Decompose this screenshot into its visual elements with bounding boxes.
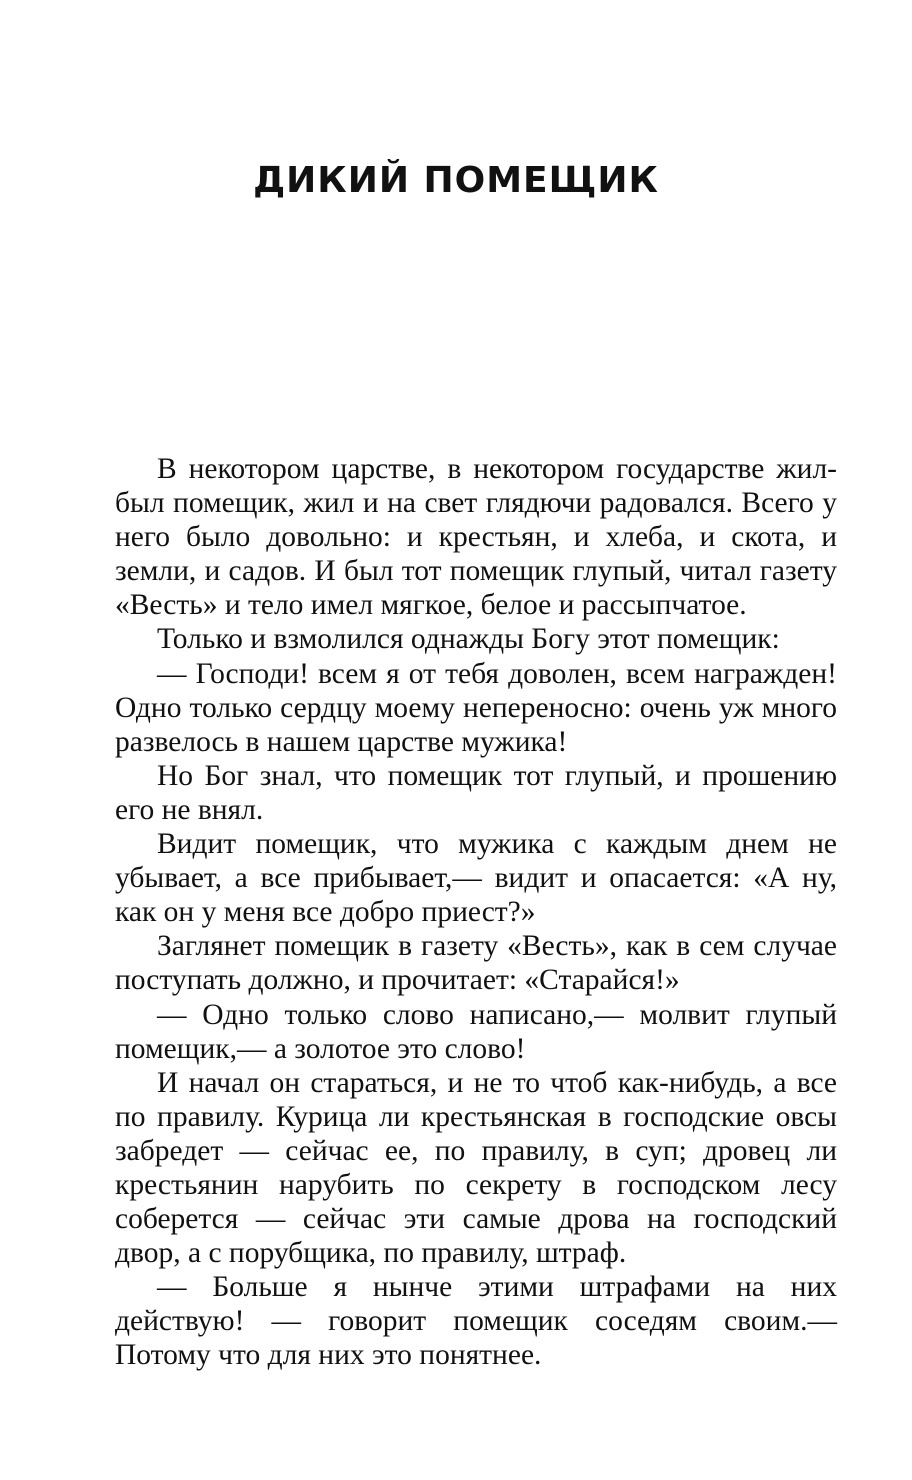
chapter-body xyxy=(115,452,837,1373)
paragraph: И начал он стараться, и не то чтоб как-нибудь, а все по правилу. Курица ли крестьянская в господские овсы забредет — сейчас ее, по правилу, в суп; дровец ли крестьянин нарубить по секрету в господском лесу соберется — сейчас эти самые дрова на господский двор, а с порубщика, по правилу, штраф. xyxy=(115,1066,837,1270)
paragraph: Но Бог знал, что помещик тот глупый, и прошению его не внял. xyxy=(115,759,837,826)
paragraph: Заглянет помещик в газету «Весть», как в сем случае поступать должно, и прочитает: «Старайся!» xyxy=(115,930,837,997)
paragraph: — Больше я нынче этими штрафами на них действую! — говорит помещик соседям своим.— Потому что для них это понятнее. xyxy=(115,1271,837,1372)
paragraph: — Господи! всем я от тебя доволен, всем награжден! Одно только сердцу моему непереносно: очень уж много развелось в нашем царстве мужика! xyxy=(115,657,837,758)
paragraph: — Одно только слово написано,— молвит глупый помещик,— а золотое это слово! xyxy=(115,998,837,1065)
paragraph: Только и взмолился однажды Богу этот помещик: xyxy=(157,623,780,656)
chapter-title: ДИКИЙ ПОМЕЩИК xyxy=(253,160,659,201)
paragraph: Видит помещик, что мужика с каждым днем не убывает, а все прибывает,— видит и опасается: «А ну, как он у меня все добро приест?» xyxy=(115,828,837,929)
paragraph: В некотором царстве, в некотором государстве жил-был помещик, жил и на свет глядючи радовался. Всего у него было довольно: и крестьян, и хлеба, и скота, и земли, и садов. И был тот помещик глупый, читал газету «Весть» и тело имел мягкое, белое и рассыпчатое. xyxy=(115,453,837,622)
